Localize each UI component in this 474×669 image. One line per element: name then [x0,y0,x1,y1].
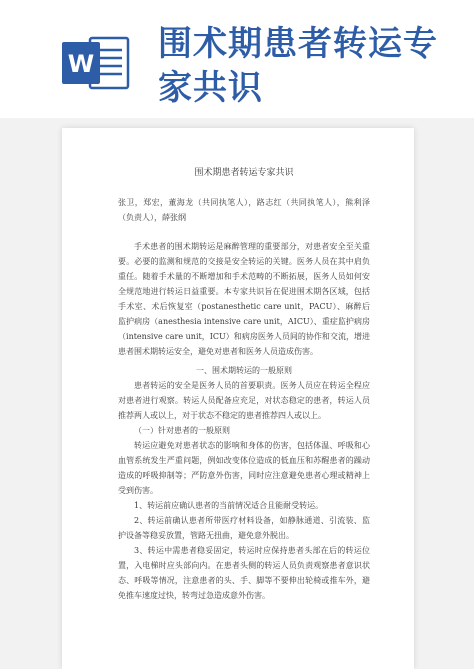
paragraph-general-principle: 患者转运的安全是医务人员的首要职责。医务人员应在转运全程应对患者进行观察。转运人员配备应充足，对状态稳定的患者，转运人员推荐两人或以上，对于状态不稳定的患者推荐四人或以上。 [118,381,370,420]
word-document-icon [60,34,132,92]
word-icon-letter: W [67,50,95,78]
list-item-1: 1、转运前应确认患者的当前情况适合且能耐受转运。 [134,501,324,510]
list-item-3: 3、转运中需患者稳妥固定，转运时应保持患者头部在后的转运位置，入电梯时应头部向内。在患者头侧的转运人员负责观察患者意识状态、呼吸等情况，注意患者的头、手、脚等不要伸出轮椅或推车外，避免推车速度过快，转弯过急造成意外伤害。 [118,546,370,600]
watermark [99,248,109,261]
document-page [62,128,414,669]
document-title: 围术期患者转运专家共识 [194,168,294,178]
banner-title: 围术期患者转运专家共识 [158,24,438,108]
document-body [118,166,370,603]
document-authors: 张卫，郑宏，董海龙（共同执笔人），路志红（共同执笔人），熊利泽（负责人），薛张纲 [118,198,370,222]
paragraph-intro: 手术患者的围术期转运是麻醉管理的重要部分，对患者安全至关重要。必要的监测和规范的交接是安全转运的关键。医务人员在其中肩负重任。随着手术量的不断增加和手术范畴的不断拓展，医务人员如何安全规范地进行转运日益重要。本专家共识旨在促进围术期各区域，包括手术室、术后恢复室（postanesthetic care unit，PACU）、麻醉后监护病房（anesthesia intensive care unit，AICU）、重症监护病房（intensive care unit，ICU）和病房医务人员间的协作和交流，增进患者围术期转运安全，避免对患者和医务人员造成伤害。 [118,242,370,356]
paragraph-patient-principle: 转运应避免对患者状态的影响和身体的伤害，包括体温、呼吸和心血管系统发生严重问题，例如改变体位造成的低血压和苏醒患者的躁动造成的呼吸抑制等；严防意外伤害，同时应注意避免患者心理或精神上受到伤害。 [118,441,370,495]
list-item-2: 2、转运前确认患者所带医疗材料设备，如静脉通道、引流装、监护设备等稳妥放置，管路无扭曲，避免意外脱出。 [118,516,370,540]
banner [0,0,474,118]
subsection-heading-1: （一）针对患者的一般原则 [134,426,230,435]
section-heading-1: 一、围术期转运的一般原则 [196,366,292,375]
